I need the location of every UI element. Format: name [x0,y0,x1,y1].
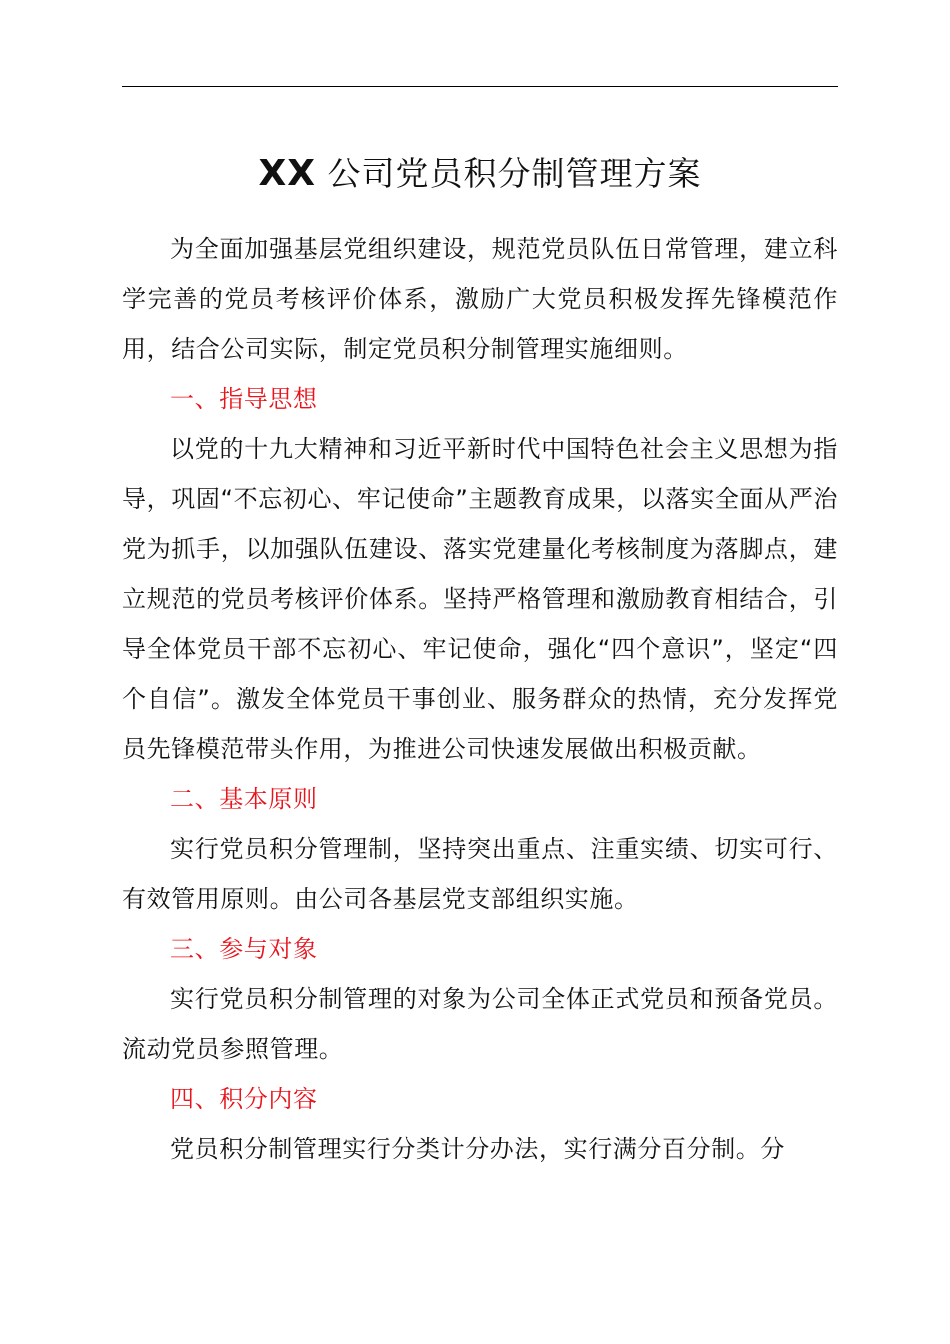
section-heading-points-content: 四、积分内容 [170,1085,318,1113]
intro-paragraph: 为全面加强基层党组织建设，规范党员队伍日常管理，建立科学完善的党员考核评价体系，激励广大党员积极发挥先锋模范作用，结合公司实际，制定党员积分制管理实施细则。 [122,235,838,363]
section-body-participants: 实行党员积分制管理的对象为公司全体正式党员和预备党员。流动党员参照管理。 [122,985,838,1063]
section-heading-basic-principles: 二、基本原则 [170,785,318,813]
title-prefix: XX [258,153,316,194]
document-body [122,224,838,1174]
section-heading-participants: 三、参与对象 [170,935,318,963]
document-title [122,148,838,200]
section-heading-guiding-ideology: 一、指导思想 [170,385,318,413]
section-body-guiding-ideology: 以党的十九大精神和习近平新时代中国特色社会主义思想为指导，巩固“不忘初心、牢记使命”主题教育成果，以落实全面从严治党为抓手，以加强队伍建设、落实党建量化考核制度为落脚点，建立规范的党员考核评价体系。坚持严格管理和激励教育相结合，引导全体党员干部不忘初心、牢记使命，强化“四个意识”，坚定“四个自信”。激发全体党员干事创业、服务群众的热情，充分发挥党员先锋模范带头作用，为推进公司快速发展做出积极贡献。 [122,435,838,763]
header-rule [122,86,838,87]
section-body-basic-principles: 实行党员积分管理制，坚持突出重点、注重实绩、切实可行、有效管用原则。由公司各基层党支部组织实施。 [122,835,838,913]
title-text: 公司党员积分制管理方案 [327,154,702,193]
section-body-points-content: 党员积分制管理实行分类计分办法，实行满分百分制。分 [170,1135,785,1163]
